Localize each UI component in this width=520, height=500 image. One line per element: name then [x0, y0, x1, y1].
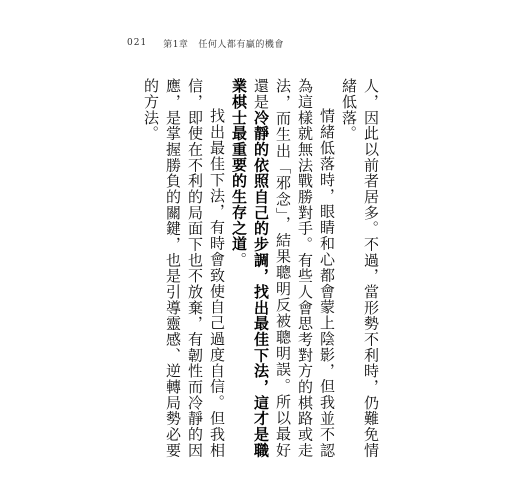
paragraph-2-end: 。 [230, 251, 248, 268]
paragraph-3-text: 找出最佳下法，有時會致使自己過度自信。但我相信，即使在不利的局面下也不放棄，有韌性而冷靜的因應，是掌握勝負的關鍵，也是引導靈感、逆轉局勢必要的方法。 [142, 78, 226, 458]
paragraph-2-emphasis: 冷靜的依照自己的步調，找出最佳下法，這才是職業棋士最重要的生存之道 [230, 78, 270, 458]
paragraph-2-text: 情緒低落時，眼睛和心都會蒙上陰影，但我並不認為這樣就無法戰勝對手。有些人會思考對方的棋路或走法，而生出「邪念」，結果聰明反被聰明誤。所以最好還是 [252, 78, 336, 458]
paragraph-2 [228, 78, 338, 458]
paragraph-1-text: 人，因此以前者居多。不過，當形勢不利時，仍難免情緒低落。 [340, 78, 380, 458]
chapter-label: 第1章 [163, 39, 189, 50]
body-text [132, 78, 382, 458]
paragraph-1 [338, 78, 382, 458]
chapter-title: 任何人都有贏的機會 [198, 39, 284, 50]
page-number: 021 [127, 38, 148, 48]
running-head [127, 36, 284, 50]
paragraph-3 [140, 78, 228, 458]
